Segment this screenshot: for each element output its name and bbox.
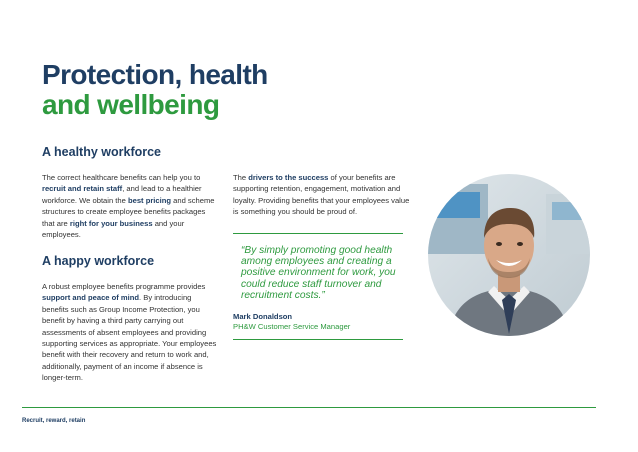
emphasis-recruit-retain: recruit and retain staff: [42, 184, 123, 194]
quote-author-name: Mark Donaldson: [233, 312, 293, 321]
page-title-line-1: Protection, health: [42, 59, 268, 90]
healthy-workforce-text: [42, 172, 220, 240]
footer-text: Recruit, reward, retain: [22, 418, 86, 424]
emphasis-drivers-success: drivers to the success: [248, 173, 329, 182]
page-title-line-2: and wellbeing: [42, 89, 220, 120]
text-run: The: [233, 173, 249, 182]
emphasis-best-pricing: best pricing: [127, 195, 172, 205]
quote-top-divider: [233, 233, 403, 234]
happy-workforce-heading: A happy workforce: [42, 254, 155, 268]
quote-author-role: PH&W Customer Service Manager: [233, 322, 351, 331]
quote-bottom-divider: [233, 339, 403, 340]
text-run: , and lead to a healthier workforce. We obtain the: [42, 184, 202, 205]
emphasis-support-peace: support and peace of mind: [42, 293, 140, 303]
drivers-text: [233, 172, 411, 218]
emphasis-right-for-business: right for your business: [69, 218, 153, 228]
text-run: and scheme structures to create employee benefits packages that are: [42, 195, 215, 228]
testimonial-quote: “By simply promoting good health among employees and creating a positive environment for work, you could reduce staff turnover and recruitment costs.”: [241, 245, 396, 301]
healthy-workforce-heading: A healthy workforce: [42, 145, 162, 159]
portrait-illustration: [428, 174, 590, 336]
text-run: of your benefits are supporting retention, engagement, motivation and loyalty. Providing benefits that your employees value is something you should be proud of.: [233, 173, 410, 217]
page-title: [42, 60, 268, 120]
portrait-photo: [428, 174, 590, 336]
text-run: The correct healthcare benefits can help you to: [42, 173, 201, 182]
text-run: and your employees.: [42, 218, 185, 240]
happy-workforce-text: [42, 281, 220, 384]
text-run: . By introducing benefits such as Group Income Protection, you benefit by having a third party carrying out assessments of absent employees and providing supporting services as appropriate. Your employees benefit with their recovery and return to work and, additionally, payment of an income if absence is longer-term.: [42, 293, 217, 383]
footer-divider: [22, 407, 596, 408]
text-run: A robust employee benefits programme provides: [42, 282, 206, 291]
